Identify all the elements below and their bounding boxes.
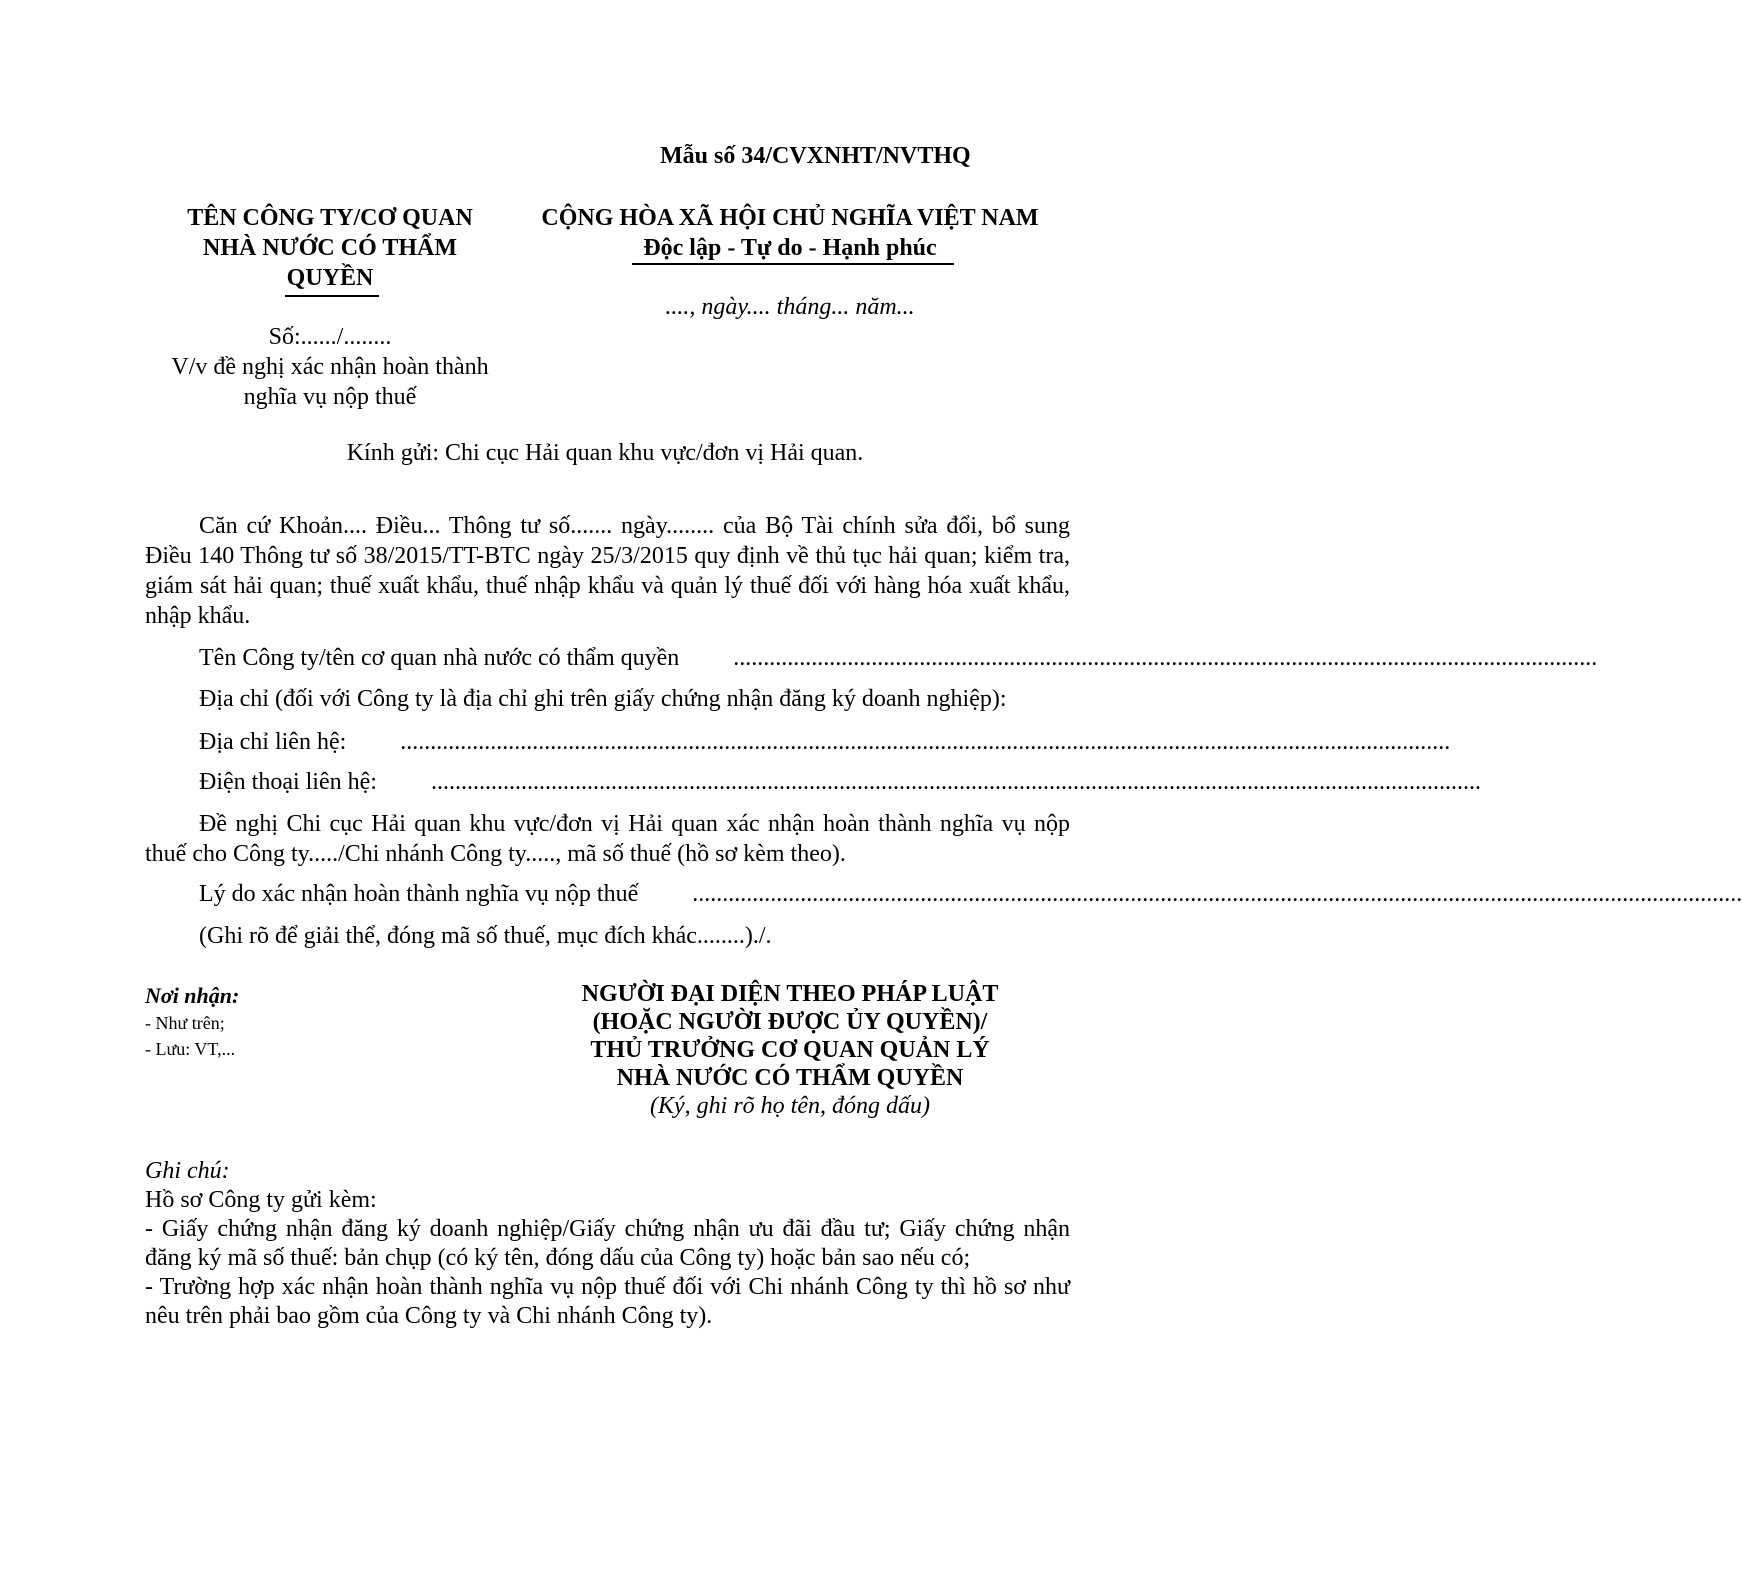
field-label: Địa chỉ liên hệ:: [199, 729, 347, 755]
field-dots: ...............................................................................................................................................................................: [692, 881, 1742, 907]
request-paragraph: Đề nghị Chi cục Hải quan khu vực/đơn vị Hải quan xác nhận hoàn thành nghĩa vụ nộp thuế cho Công ty...../Chi nhánh Công ty....., mã số thuế (hồ sơ kèm theo).: [145, 811, 1070, 867]
field-dots: ...............................................................................................................................................................................: [400, 729, 1451, 755]
signature-block: [510, 980, 1070, 1120]
subject-line: V/v đề nghị xác nhận hoàn thành: [171, 354, 489, 380]
issuer-name: [160, 203, 500, 293]
issuer-name-line: TÊN CÔNG TY/CƠ QUAN: [187, 205, 473, 231]
subject-line: nghĩa vụ nộp thuế: [243, 384, 417, 410]
notes-item: - Giấy chứng nhận đăng ký doanh nghiệp/Giấy chứng nhận ưu đãi đầu tư; Giấy chứng nhận đăng ký mã số thuế: bản chụp (có ký tên, đóng dấu của Công ty) hoặc bản sao nếu có;: [145, 1216, 1070, 1271]
notes-block: [145, 1157, 1070, 1331]
addressee: Kính gửi: Chi cục Hải quan khu vực/đơn vị Hải quan.: [346, 440, 864, 466]
notes-title: Ghi chú:: [145, 1158, 230, 1184]
recipient-item: - Lưu: VT,...: [145, 1039, 236, 1059]
field-label: Điện thoại liên hệ:: [199, 769, 377, 795]
company-name-field: [145, 643, 1598, 673]
form-code: Mẫu số 34/CVXNHT/NVTHQ: [660, 143, 971, 169]
document-number: Số:....../........: [268, 324, 392, 350]
field-label: Lý do xác nhận hoàn thành nghĩa vụ nộp thuế: [199, 881, 639, 907]
field-label: Tên Công ty/tên cơ quan nhà nước có thẩm quyền: [199, 645, 680, 671]
document-body: [145, 511, 1070, 631]
recipients-title: Nơi nhận:: [145, 983, 240, 1008]
sign-instruction: (Ký, ghi rõ họ tên, đóng dấu): [650, 1093, 930, 1119]
reason-note: (Ghi rõ để giải thể, đóng mã số thuế, mục đích khác........)./.: [199, 923, 772, 949]
signer-role-line: THỦ TRƯỞNG CƠ QUAN QUẢN LÝ: [590, 1037, 990, 1063]
motto-underline: [632, 263, 954, 265]
basis-paragraph: Căn cứ Khoản.... Điều... Thông tư số....... ngày........ của Bộ Tài chính sửa đổi, bổ sung Điều 140 Thông tư số 38/2015/TT-BTC ngày 25/3/2015 quy định về thủ tục hải quan; kiểm tra, giám sát hải quan; thuế xuất khẩu, thuế nhập khẩu và quản lý thuế đối với hàng hóa xuất khẩu, nhập khẩu.: [145, 513, 1070, 629]
signer-role-line: (HOẶC NGƯỜI ĐƯỢC ỦY QUYỀN)/: [592, 1009, 988, 1035]
reason-field: [145, 879, 1742, 909]
issuer-underline: [285, 295, 379, 297]
field-dots: ...............................................................................................................................................................................: [430, 769, 1481, 795]
national-heading: [520, 203, 1060, 263]
national-title: CỘNG HÒA XÃ HỘI CHỦ NGHĨA VIỆT NAM: [541, 205, 1039, 231]
date-line: ...., ngày.... tháng... năm...: [665, 294, 915, 320]
notes-item: - Trường hợp xác nhận hoàn thành nghĩa vụ nộp thuế đối với Chi nhánh Công ty thì hồ sơ như nêu trên phải bao gồm của Công ty và Chi nhánh Công ty).: [145, 1274, 1070, 1329]
phone-field: [145, 767, 1481, 797]
recipients-block: [145, 982, 475, 1062]
notes-intro: Hồ sơ Công ty gửi kèm:: [145, 1187, 377, 1213]
contact-address-field: [145, 727, 1451, 757]
signer-role-line: NHÀ NƯỚC CÓ THẨM QUYỀN: [616, 1065, 964, 1091]
field-dots: ................................................................................................................................................: [733, 645, 1598, 671]
address-field: [145, 684, 1070, 714]
issuer-name-line: QUYỀN: [286, 265, 374, 291]
document-number-block: [150, 322, 510, 412]
national-motto: Độc lập - Tự do - Hạnh phúc: [643, 235, 937, 261]
field-label: Địa chỉ (đối với Công ty là địa chỉ ghi trên giấy chứng nhận đăng ký doanh nghiệp):: [199, 686, 1007, 712]
signer-role-line: NGƯỜI ĐẠI DIỆN THEO PHÁP LUẬT: [581, 981, 999, 1007]
issuer-name-line: NHÀ NƯỚC CÓ THẨM: [203, 235, 457, 261]
recipient-item: - Như trên;: [145, 1013, 225, 1033]
